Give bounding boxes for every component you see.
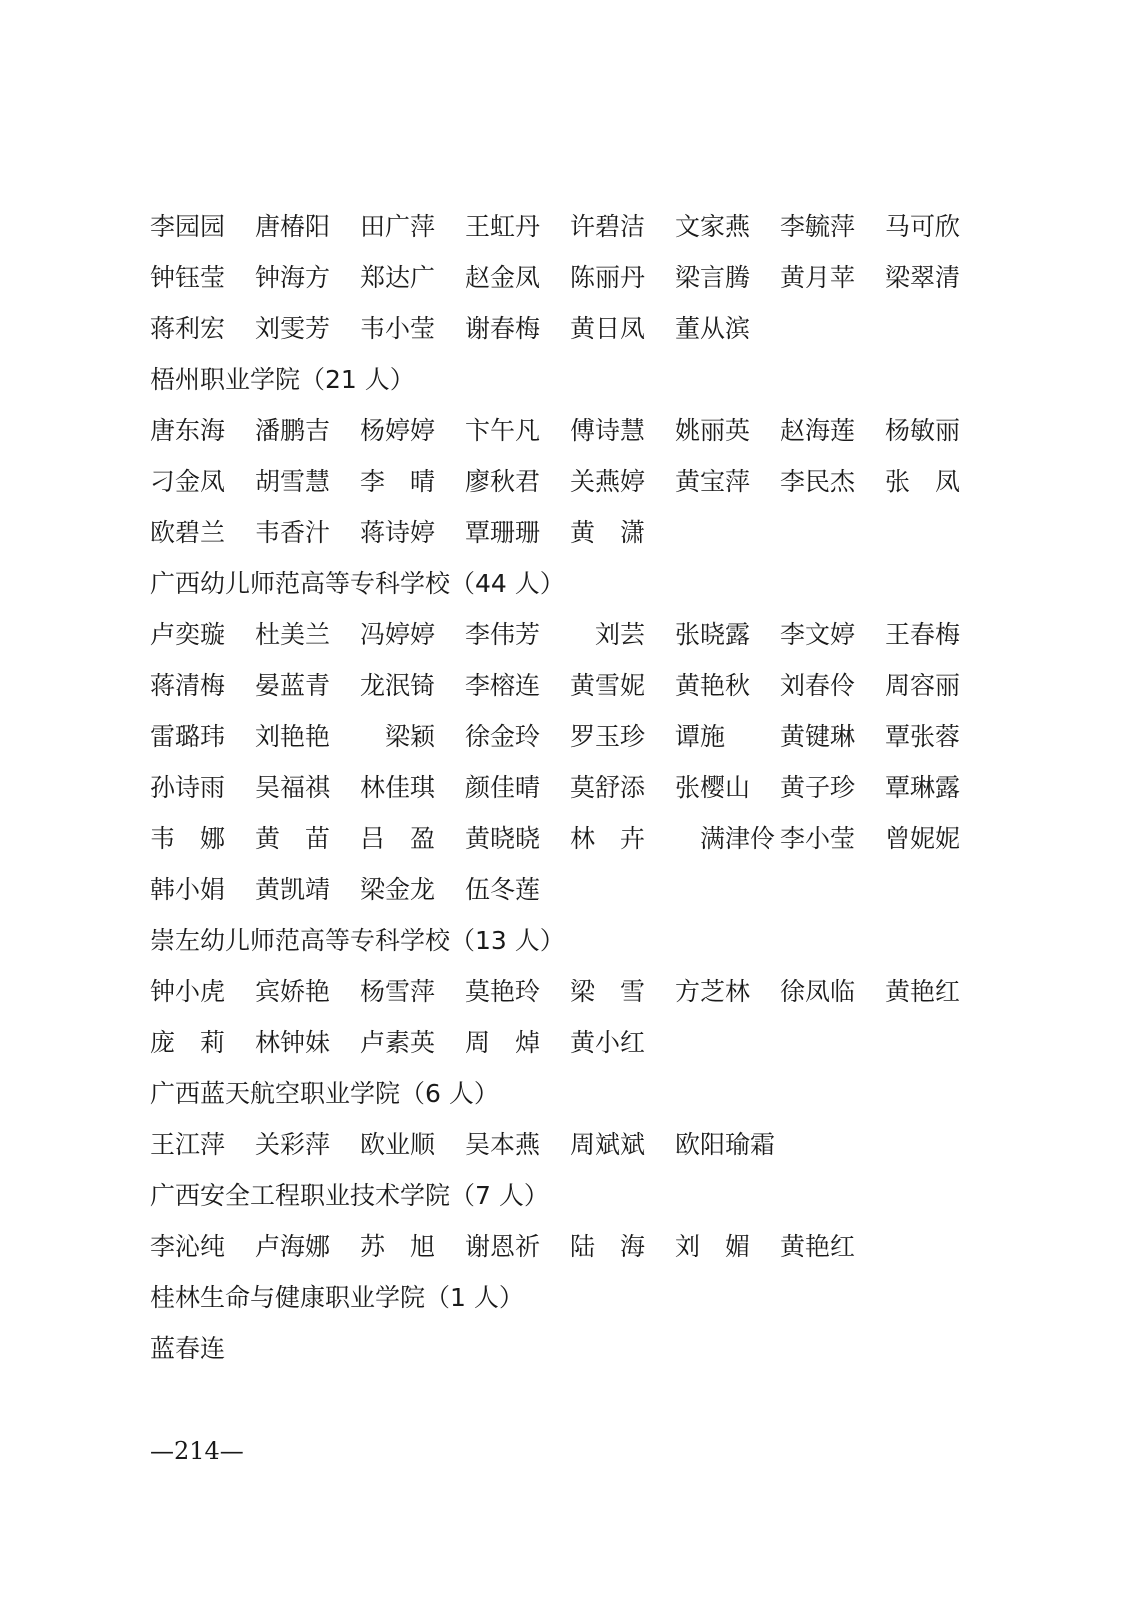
name-row: [150, 510, 990, 561]
person-name: 李园园: [150, 212, 226, 241]
person-name: 唐东海: [150, 416, 226, 445]
name-row: [150, 969, 990, 1020]
person-name: 谭施: [675, 722, 726, 751]
person-name: 李小莹: [780, 824, 856, 853]
person-name: 蒋利宏: [150, 314, 226, 343]
person-name: 王虹丹: [465, 212, 541, 241]
name-row: [150, 867, 990, 918]
name-row: [150, 1224, 990, 1275]
person-name: 谢春梅: [465, 314, 541, 343]
person-name: 徐凤临: [780, 977, 856, 1006]
person-name: 李 晴: [360, 467, 436, 496]
person-name: 黄凯靖: [255, 875, 331, 904]
person-name: 颜佳晴: [465, 773, 541, 802]
person-name: 林佳琪: [360, 773, 436, 802]
person-name: 韦小莹: [360, 314, 436, 343]
person-name: 吴本燕: [465, 1130, 541, 1159]
institution-heading: 广西幼儿师范高等专科学校（44 人）: [150, 569, 565, 598]
name-row: [150, 765, 990, 816]
person-name: 潘鹏吉: [255, 416, 331, 445]
person-name: 宾娇艳: [255, 977, 331, 1006]
person-name: 文家燕: [675, 212, 751, 241]
name-row: [150, 459, 990, 510]
person-name: 陆 海: [570, 1232, 646, 1261]
person-name: 韦香汁: [255, 518, 331, 547]
person-name: 黄晓晓: [465, 824, 541, 853]
person-name: 陈丽丹: [570, 263, 646, 292]
person-name: 张晓露: [675, 620, 751, 649]
person-name: 覃琳露: [885, 773, 961, 802]
person-name: 蓝春连: [150, 1334, 226, 1363]
person-name: 姚丽英: [675, 416, 751, 445]
institution-heading: 崇左幼儿师范高等专科学校（13 人）: [150, 926, 565, 955]
page-number: —214—: [150, 1437, 244, 1465]
person-name: 黄艳红: [885, 977, 961, 1006]
person-name: 杨雪萍: [360, 977, 436, 1006]
person-name: 梁 雪: [570, 977, 646, 1006]
person-name: 冯婷婷: [360, 620, 436, 649]
person-name: 谢恩祈: [465, 1232, 541, 1261]
person-name: 张樱山: [675, 773, 751, 802]
person-name: 梁颖: [360, 722, 436, 751]
person-name: 钟小虎: [150, 977, 226, 1006]
person-name: 莫艳玲: [465, 977, 541, 1006]
person-name: 董从滨: [675, 314, 751, 343]
person-name: 覃珊珊: [465, 518, 541, 547]
person-name: 周斌斌: [570, 1130, 646, 1159]
person-name: 李毓萍: [780, 212, 856, 241]
person-name: 张 凤: [885, 467, 961, 496]
person-name: 吴福祺: [255, 773, 331, 802]
person-name: 梁翠清: [885, 263, 961, 292]
person-name: 钟海方: [255, 263, 331, 292]
person-name: 周 焯: [465, 1028, 541, 1057]
person-name: 刘雯芳: [255, 314, 331, 343]
person-name: 杜美兰: [255, 620, 331, 649]
person-name: 王江萍: [150, 1130, 226, 1159]
name-row: [150, 663, 990, 714]
person-name: 覃张蓉: [885, 722, 961, 751]
person-name: 罗玉珍: [570, 722, 646, 751]
person-name: 杨敏丽: [885, 416, 961, 445]
person-name: 赵海莲: [780, 416, 856, 445]
name-row: [150, 714, 990, 765]
person-name: 林 卉: [570, 824, 646, 853]
person-name: 欧碧兰: [150, 518, 226, 547]
name-row: [150, 612, 990, 663]
person-name: 莫舒添: [570, 773, 646, 802]
name-row: [150, 816, 990, 867]
person-name: 龙泯锜: [360, 671, 436, 700]
name-row: [150, 1020, 990, 1071]
person-name: 钟钰莹: [150, 263, 226, 292]
person-name: 卞午凡: [465, 416, 541, 445]
institution-heading: 广西蓝天航空职业学院（6 人）: [150, 1079, 499, 1108]
person-name: 许碧洁: [570, 212, 646, 241]
institution-heading: 广西安全工程职业技术学院（7 人）: [150, 1181, 549, 1210]
person-name: 卢奕璇: [150, 620, 226, 649]
person-name: 蒋诗婷: [360, 518, 436, 547]
person-name: 胡雪慧: [255, 467, 331, 496]
person-name: 刘芸: [570, 620, 646, 649]
person-name: 赵金凤: [465, 263, 541, 292]
person-name: 周容丽: [885, 671, 961, 700]
person-name: 雷璐玮: [150, 722, 226, 751]
person-name: 欧业顺: [360, 1130, 436, 1159]
person-name: 黄月苹: [780, 263, 856, 292]
person-name: 刘 媚: [675, 1232, 751, 1261]
person-name: 李民杰: [780, 467, 856, 496]
person-name: 关燕婷: [570, 467, 646, 496]
person-name: 李文婷: [780, 620, 856, 649]
person-name: 韦 娜: [150, 824, 226, 853]
person-name: 卢素英: [360, 1028, 436, 1057]
person-name: 刁金凤: [150, 467, 226, 496]
person-name: 唐椿阳: [255, 212, 331, 241]
person-name: 吕 盈: [360, 824, 436, 853]
person-name: 刘春伶: [780, 671, 856, 700]
person-name: 卢海娜: [255, 1232, 331, 1261]
person-name: 黄日凤: [570, 314, 646, 343]
person-name: 杨婷婷: [360, 416, 436, 445]
person-name: 黄小红: [570, 1028, 646, 1057]
person-name: 欧阳瑜霜: [675, 1130, 776, 1159]
person-name: 郑达广: [360, 263, 436, 292]
person-name: 苏 旭: [360, 1232, 436, 1261]
person-name: 马可欣: [885, 212, 961, 241]
person-name: 田广萍: [360, 212, 436, 241]
name-row: [150, 408, 990, 459]
person-name: 黄艳秋: [675, 671, 751, 700]
person-name: 关彩萍: [255, 1130, 331, 1159]
person-name: 梁言腾: [675, 263, 751, 292]
person-name: 林钟妹: [255, 1028, 331, 1057]
person-name: 满津伶: [675, 824, 776, 853]
person-name: 徐金玲: [465, 722, 541, 751]
person-name: 晏蓝青: [255, 671, 331, 700]
person-name: 黄艳红: [780, 1232, 856, 1261]
name-row: [150, 1122, 990, 1173]
person-name: 黄 潇: [570, 518, 646, 547]
person-name: 李沁纯: [150, 1232, 226, 1261]
person-name: 黄雪妮: [570, 671, 646, 700]
person-name: 傅诗慧: [570, 416, 646, 445]
person-name: 王春梅: [885, 620, 961, 649]
person-name: 梁金龙: [360, 875, 436, 904]
person-name: 黄宝萍: [675, 467, 751, 496]
institution-heading: 桂林生命与健康职业学院（1 人）: [150, 1283, 524, 1312]
person-name: 李伟芳: [465, 620, 541, 649]
person-name: 黄子珍: [780, 773, 856, 802]
person-name: 刘艳艳: [255, 722, 331, 751]
name-row: [150, 1326, 990, 1377]
person-name: 伍冬莲: [465, 875, 541, 904]
institution-heading: 梧州职业学院（21 人）: [150, 365, 415, 394]
name-list: [150, 204, 990, 1377]
name-row: [150, 306, 990, 357]
name-row: [150, 255, 990, 306]
person-name: 曾妮妮: [885, 824, 961, 853]
person-name: 蒋清梅: [150, 671, 226, 700]
person-name: 韩小娟: [150, 875, 226, 904]
person-name: 黄键琳: [780, 722, 856, 751]
name-row: [150, 204, 990, 255]
person-name: 黄 苗: [255, 824, 331, 853]
person-name: 方芝林: [675, 977, 751, 1006]
person-name: 孙诗雨: [150, 773, 226, 802]
person-name: 庞 莉: [150, 1028, 226, 1057]
person-name: 廖秋君: [465, 467, 541, 496]
person-name: 李榕连: [465, 671, 541, 700]
